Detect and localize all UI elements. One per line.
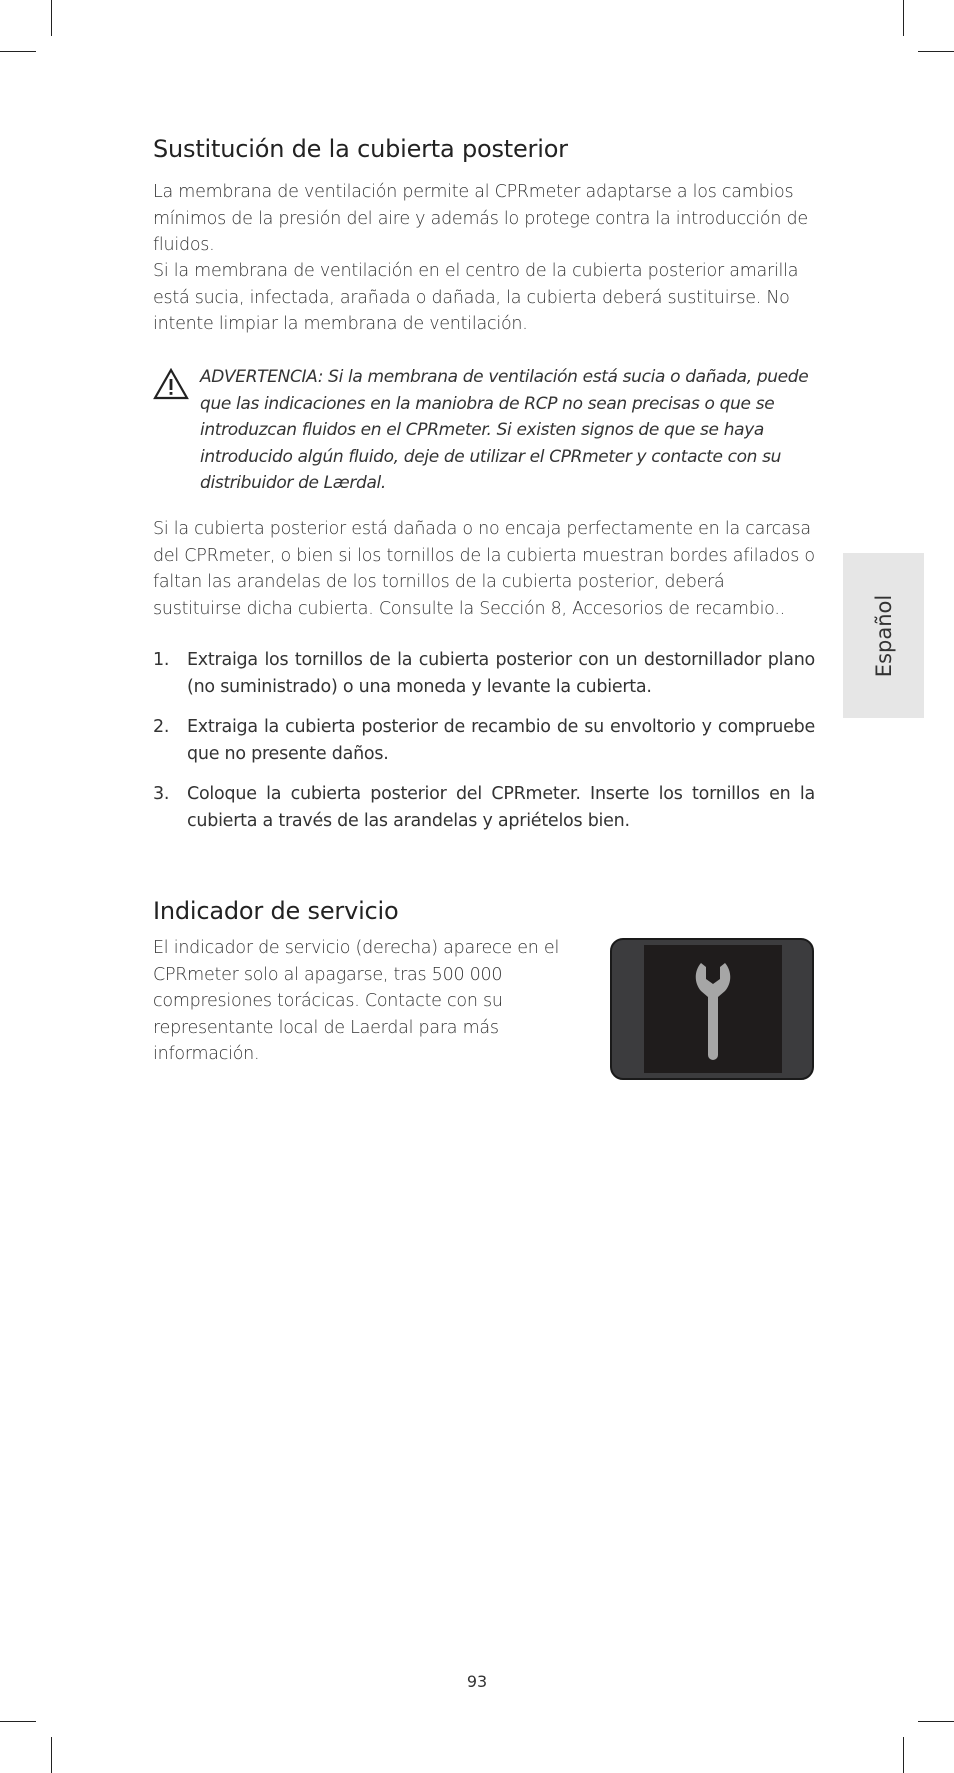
crop-mark-bottom-right-h bbox=[918, 1721, 954, 1722]
list-item bbox=[153, 647, 815, 700]
page-number: 93 bbox=[466, 1672, 488, 1691]
crop-mark-bottom-left bbox=[51, 1737, 52, 1773]
steps-list bbox=[153, 647, 815, 848]
wrench-icon bbox=[644, 945, 782, 1073]
step-number: 3. bbox=[153, 784, 170, 804]
paragraph-membrane-dirty: Si la membrana de ventilación en el centro de la cubierta posterior amarilla está sucia, infectada, arañada o dañada, la cubierta deberá sustituirse. No intente limpiar la membrana de ventilación. bbox=[153, 261, 799, 334]
step-number: 2. bbox=[153, 717, 170, 737]
crop-mark-bottom-right bbox=[903, 1737, 904, 1773]
list-item bbox=[153, 714, 815, 767]
crop-mark-top-left bbox=[51, 0, 52, 36]
crop-mark-top-left-h bbox=[0, 51, 36, 52]
warning-text: ADVERTENCIA: Si la membrana de ventilación está sucia o dañada, puede que las indicaciones en la maniobra de RCP no sean precisas o que se introduzcan fluidos en el CPRmeter. Si existen signos de que se haya introducido algún fluido, deje de utilizar el CPRmeter y contacte con su distribuidor de Lærdal. bbox=[200, 367, 809, 493]
language-side-tab bbox=[843, 553, 924, 718]
crop-mark-top-right bbox=[903, 0, 904, 36]
list-item bbox=[153, 781, 815, 834]
warning-block bbox=[153, 364, 815, 497]
paragraph-cover-damaged: Si la cubierta posterior está dañada o no encaja perfectamente en la carcasa del CPRmeter, o bien si los tornillos de la cubierta muestran bordes afilados o faltan las arandelas de los tornillos de la cubierta posterior, deberá sustituirse dicha cubierta. Consulte la Sección 8, Accesorios de recambio.. bbox=[153, 519, 815, 619]
crop-mark-top-right-h bbox=[918, 51, 954, 52]
step-text: Extraiga la cubierta posterior de recambio de su envoltorio y compruebe que no presente daños. bbox=[187, 717, 815, 764]
warning-triangle-icon bbox=[153, 368, 189, 400]
step-text: Extraiga los tornillos de la cubierta posterior con un destornillador plano (no suministrado) o una moneda y levante la cubierta. bbox=[187, 650, 815, 697]
section-title-replace-cover: Sustitución de la cubierta posterior bbox=[153, 135, 568, 163]
side-tab-label: Español bbox=[871, 594, 896, 677]
device-screen bbox=[644, 945, 782, 1073]
paragraph-membrane-intro: La membrana de ventilación permite al CPRmeter adaptarse a los cambios mínimos de la presión del aire y además lo protege contra la introducción de fluidos. bbox=[153, 182, 808, 255]
step-text: Coloque la cubierta posterior del CPRmeter. Inserte los tornillos en la cubierta a través de las arandelas y apriételos bien. bbox=[187, 784, 815, 831]
step-number: 1. bbox=[153, 650, 170, 670]
section-title-service-indicator: Indicador de servicio bbox=[153, 897, 399, 925]
crop-mark-bottom-left-h bbox=[0, 1721, 36, 1722]
paragraph-service-indicator: El indicador de servicio (derecha) aparece en el CPRmeter solo al apagarse, tras 500 000 compresiones torácicas. Contacte con su representante local de Laerdal para más información. bbox=[153, 938, 560, 1064]
device-display bbox=[610, 938, 814, 1080]
